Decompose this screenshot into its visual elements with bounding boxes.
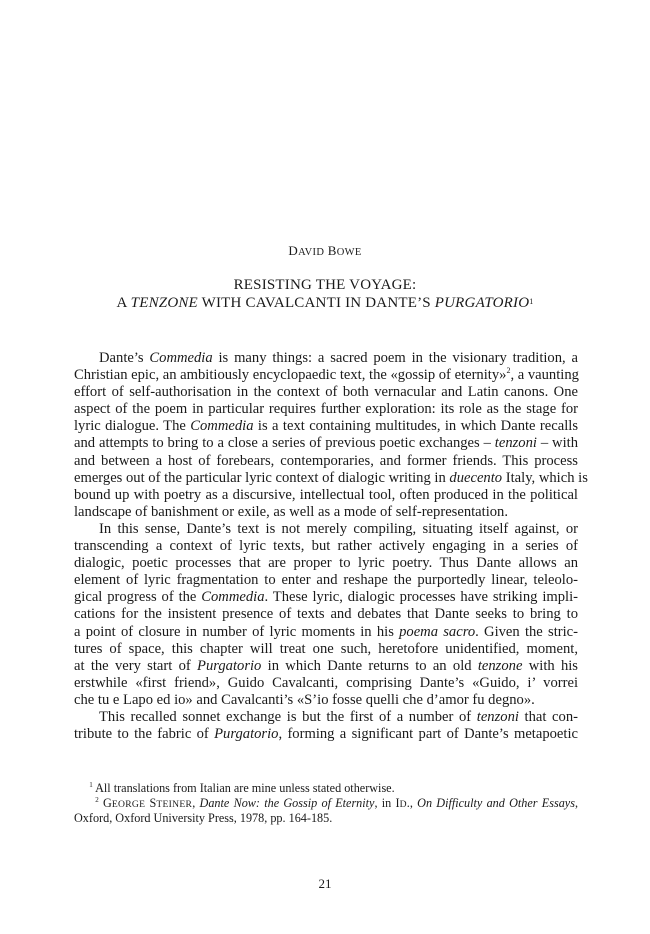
footnote-2: $^2$ GEORGE STEINER, Dante Now: the Gossip of Eternity, in ID., On Difficulty and Other Essays, — [95, 795, 579, 810]
footnotes — [74, 781, 578, 826]
title-line-1: RESISTING THE VOYAGE: — [233, 277, 417, 293]
paragraph-1: Dante’s Commedia is many things: a sacred poem in the visionary tradition, a Christian epic, an ambitiously encyclopaedic text, the «gossip of eternity»$^2$, a vaunting effort of self-authorisation in the context of both vernacular and Latin canons. One aspect of the poem in particular requires further exploration: its role as the stage for lyric dialogue. The Commedia is a text containing multitudes, in which Dante recalls and attempts to bring to a close a series of previous poetic exchanges – tenzoni – with and between a host of forebears, contemporaries, and former friends. This process emerges out of the particular lyric context of dialogic writing in duecento Italy, which is bound up with poetry as a discursive, intellectual tool, often produced in the political landscape of banishment or exile, as well as a mode of self-representation. — [74, 350, 588, 520]
author-name: DAVID BOWE — [288, 243, 362, 258]
paragraph-2: In this sense, Dante’s text is not merely compiling, situating itself against, or transcending a context of lyric texts, but rather actively engaging in a series of dialogic, poetic processes that are proper to lyric poetry. Thus Dante allows an element of lyric fragmentation to enter and reshape the purportedly linear, teleolo- gical progress of the Commedia. These lyric, dialogic processes have striking impli- cations for the insistent presence of texts and debates that Dante seeks to bring to a point of closure in number of lyric moments in his poema sacro. Given the stric- tures of space, this chapter will treat one such, heretofore unidentified, moment, at the very start of Purgatorio in which Dante returns to an old tenzone with his erstwhile «first friend», Guido Cavalcanti, comprising Dante’s «Guido, i’ vorrei che tu e Lapo ed io» and Cavalcanti’s «S’io fosse quelli che d’amor fu degno». — [74, 520, 578, 708]
paragraph-3: This recalled sonnet exchange is but the first of a number of tenzoni that con- tribute to the fabric of Purgatorio, forming a significant part of Dante’s metapoetic — [74, 708, 578, 743]
footnote-ref-2: 2 — [506, 366, 511, 376]
title-line-2: A TENZONE WITH CAVALCANTI IN DANTE’S PURGATORIO$^1$ — [116, 295, 534, 311]
body-text — [74, 350, 588, 743]
page-number: 21 — [318, 876, 332, 891]
footnote-ref-1: 1 — [529, 297, 534, 306]
footnote-2-continued: Oxford, Oxford University Press, 1978, pp. 164-185. — [74, 811, 333, 825]
footnote-1: $^1$ All translations from Italian are mine unless stated otherwise. — [89, 780, 395, 795]
chapter-title — [0, 276, 650, 312]
